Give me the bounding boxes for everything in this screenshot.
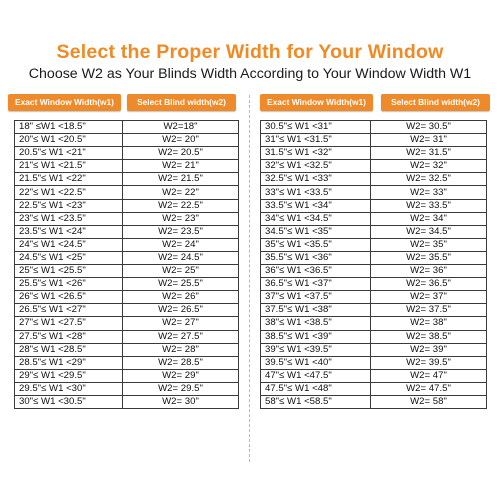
- blind-width-value: W2= 21": [123, 160, 239, 173]
- window-width-range: 24.5"≤ W1 <25": [15, 251, 123, 264]
- table-row: [15, 212, 239, 225]
- table-row: [261, 134, 487, 147]
- window-width-range: 32"≤ W1 <32.5": [261, 160, 371, 173]
- table-row: [15, 134, 239, 147]
- column-divider: [249, 95, 250, 462]
- window-width-range: 28"≤ W1 <28.5": [15, 343, 123, 356]
- table-row: [15, 160, 239, 173]
- blind-width-value: W2= 37.5": [371, 304, 487, 317]
- table-row: [15, 356, 239, 369]
- blind-width-value: W2= 28.5": [123, 356, 239, 369]
- window-width-range: 25.5"≤ W1 <26": [15, 278, 123, 291]
- blind-width-value: W2= 29.5": [123, 382, 239, 395]
- window-width-range: 29.5"≤ W1 <30": [15, 382, 123, 395]
- window-width-range: 47.5"≤ W1 <48": [261, 382, 371, 395]
- table-row: [261, 278, 487, 291]
- blind-width-value: W2= 35": [371, 238, 487, 251]
- blind-width-value: W2= 25": [123, 265, 239, 278]
- blind-width-value: W2= 47": [371, 369, 487, 382]
- window-width-range: 32.5"≤ W1 <33": [261, 173, 371, 186]
- table-row: [261, 369, 487, 382]
- window-width-range: 58"≤ W1 <58.5": [261, 395, 371, 408]
- blind-width-value: W2= 27.5": [123, 330, 239, 343]
- window-width-range: 27"≤ W1 <27.5": [15, 317, 123, 330]
- window-width-range: 35.5"≤ W1 <36": [261, 251, 371, 264]
- blind-width-value: W2= 29": [123, 369, 239, 382]
- table-row: [15, 251, 239, 264]
- blind-width-value: W2= 39": [371, 343, 487, 356]
- window-width-range: 31"≤ W1 <31.5": [261, 134, 371, 147]
- table-row: [261, 186, 487, 199]
- blind-width-value: W2=18": [123, 121, 239, 134]
- window-width-range: 22.5"≤ W1 <23": [15, 199, 123, 212]
- table-row: [15, 369, 239, 382]
- window-width-range: 37.5"≤ W1 <38": [261, 304, 371, 317]
- table-row: [15, 395, 239, 408]
- right-size-table: [260, 120, 487, 409]
- blind-width-value: W2= 22": [123, 186, 239, 199]
- window-width-range: 31.5"≤ W1 <32": [261, 147, 371, 160]
- blind-width-value: W2= 34": [371, 212, 487, 225]
- right-window-width-header: Exact Window Width(w1): [260, 94, 373, 111]
- window-width-range: 18" ≤W1 <18.5": [15, 121, 123, 134]
- window-width-range: 38"≤ W1 <38.5": [261, 317, 371, 330]
- left-size-table: [14, 120, 239, 409]
- window-width-range: 25"≤ W1 <25.5": [15, 265, 123, 278]
- blind-width-value: W2= 32.5": [371, 173, 487, 186]
- window-width-range: 23.5"≤ W1 <24": [15, 225, 123, 238]
- table-row: [261, 265, 487, 278]
- window-width-range: 30.5"≤ W1 <31": [261, 121, 371, 134]
- blind-width-value: W2= 38.5": [371, 330, 487, 343]
- left-window-width-header: Exact Window Width(w1): [8, 94, 121, 111]
- window-width-range: 35"≤ W1 <35.5": [261, 238, 371, 251]
- blind-width-value: W2= 20.5": [123, 147, 239, 160]
- table-row: [261, 304, 487, 317]
- table-row: [261, 212, 487, 225]
- table-row: [261, 356, 487, 369]
- blind-width-value: W2= 25.5": [123, 278, 239, 291]
- table-row: [15, 278, 239, 291]
- window-width-range: 38.5"≤ W1 <39": [261, 330, 371, 343]
- blind-width-value: W2= 21.5": [123, 173, 239, 186]
- table-row: [261, 147, 487, 160]
- table-row: [15, 330, 239, 343]
- blind-width-value: W2= 30.5": [371, 121, 487, 134]
- window-width-range: 26.5"≤ W1 <27": [15, 304, 123, 317]
- blind-width-value: W2= 39.5": [371, 356, 487, 369]
- window-width-range: 24"≤ W1 <24.5": [15, 238, 123, 251]
- window-width-range: 26"≤ W1 <26.5": [15, 291, 123, 304]
- window-width-range: 34"≤ W1 <34.5": [261, 212, 371, 225]
- blind-width-value: W2= 33.5": [371, 199, 487, 212]
- table-row: [261, 251, 487, 264]
- blind-width-value: W2= 32": [371, 160, 487, 173]
- table-row: [15, 265, 239, 278]
- window-width-range: 33.5"≤ W1 <34": [261, 199, 371, 212]
- blind-width-value: W2= 34.5": [371, 225, 487, 238]
- left-blind-width-header: Select Blind width(w2): [127, 94, 236, 111]
- blind-width-value: W2= 23.5": [123, 225, 239, 238]
- blind-width-value: W2= 31.5": [371, 147, 487, 160]
- blind-width-value: W2= 35.5": [371, 251, 487, 264]
- table-row: [261, 395, 487, 408]
- table-row: [261, 238, 487, 251]
- table-row: [15, 147, 239, 160]
- window-width-range: 20.5"≤ W1 <21": [15, 147, 123, 160]
- table-row: [261, 330, 487, 343]
- table-row: [261, 225, 487, 238]
- window-width-range: 21"≤ W1 <21.5": [15, 160, 123, 173]
- table-row: [261, 317, 487, 330]
- window-width-range: 36"≤ W1 <36.5": [261, 265, 371, 278]
- table-row: [261, 160, 487, 173]
- table-row: [261, 343, 487, 356]
- table-row: [15, 121, 239, 134]
- page-title: Select the Proper Width for Your Window: [56, 41, 444, 63]
- window-width-range: 39"≤ W1 <39.5": [261, 343, 371, 356]
- window-width-range: 47"≤ W1 <47.5": [261, 369, 371, 382]
- window-width-range: 27.5"≤ W1 <28": [15, 330, 123, 343]
- blind-width-value: W2= 20": [123, 134, 239, 147]
- right-blind-width-header: Select Blind width(w2): [381, 94, 490, 111]
- window-width-range: 21.5"≤ W1 <22": [15, 173, 123, 186]
- blind-width-value: W2= 36": [371, 265, 487, 278]
- table-row: [261, 291, 487, 304]
- blind-width-value: W2= 38": [371, 317, 487, 330]
- blind-width-value: W2= 36.5": [371, 278, 487, 291]
- window-width-range: 36.5"≤ W1 <37": [261, 278, 371, 291]
- blind-width-value: W2= 58": [371, 395, 487, 408]
- blind-width-value: W2= 30": [123, 395, 239, 408]
- blind-width-value: W2= 24": [123, 238, 239, 251]
- table-row: [15, 199, 239, 212]
- blind-width-value: W2= 31": [371, 134, 487, 147]
- window-width-range: 39.5"≤ W1 <40": [261, 356, 371, 369]
- table-row: [261, 199, 487, 212]
- table-row: [15, 225, 239, 238]
- table-row: [261, 121, 487, 134]
- blind-width-value: W2= 24.5": [123, 251, 239, 264]
- blind-width-value: W2= 28": [123, 343, 239, 356]
- blind-width-value: W2= 33": [371, 186, 487, 199]
- blind-width-value: W2= 37": [371, 291, 487, 304]
- blind-width-value: W2= 26.5": [123, 304, 239, 317]
- table-row: [15, 173, 239, 186]
- table-row: [15, 317, 239, 330]
- window-width-range: 22"≤ W1 <22.5": [15, 186, 123, 199]
- table-row: [15, 238, 239, 251]
- table-row: [15, 304, 239, 317]
- window-width-range: 23"≤ W1 <23.5": [15, 212, 123, 225]
- window-width-range: 29"≤ W1 <29.5": [15, 369, 123, 382]
- table-row: [15, 291, 239, 304]
- blind-width-value: W2= 22.5": [123, 199, 239, 212]
- window-width-range: 28.5"≤ W1 <29": [15, 356, 123, 369]
- blind-width-value: W2= 27": [123, 317, 239, 330]
- page-subtitle: Choose W2 as Your Blinds Width According to Your Window Width W1: [28, 66, 472, 82]
- window-width-range: 37"≤ W1 <37.5": [261, 291, 371, 304]
- blind-width-value: W2= 47.5": [371, 382, 487, 395]
- table-row: [15, 382, 239, 395]
- blind-width-value: W2= 23": [123, 212, 239, 225]
- blind-width-value: W2= 26": [123, 291, 239, 304]
- table-row: [15, 186, 239, 199]
- table-row: [261, 382, 487, 395]
- window-width-range: 20"≤ W1 <20.5": [15, 134, 123, 147]
- window-width-range: 33"≤ W1 <33.5": [261, 186, 371, 199]
- table-row: [15, 343, 239, 356]
- window-width-range: 34.5"≤ W1 <35": [261, 225, 371, 238]
- table-row: [261, 173, 487, 186]
- window-width-range: 30"≤ W1 <30.5": [15, 395, 123, 408]
